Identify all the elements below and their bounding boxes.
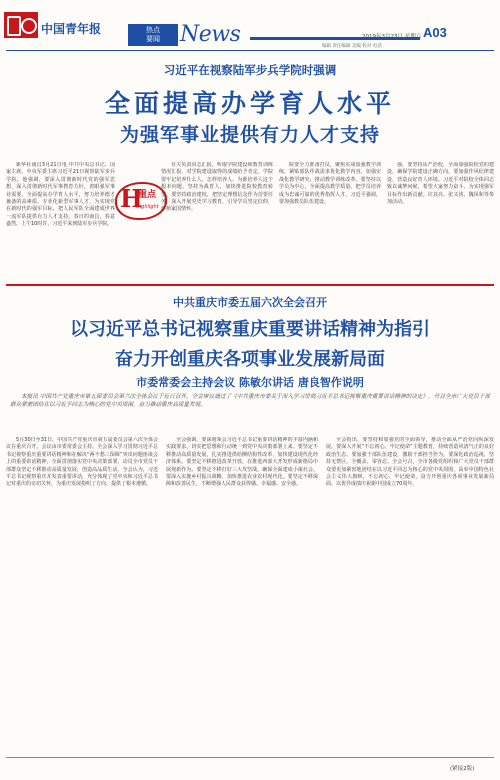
story2-paragraph: 5月30日至31日，中国共产党重庆市第五届委员会第六次全体会议在重庆召开。会议由市委常委会主持。全会深入学习贯彻习近平总书记视察重庆重要讲话精神和在解决“两不愁三保障”突出问题座谈会上的重要讲话精神，全面贯彻落实党中央决策部署，动员全市党员干部群众坚定不移推动高质量发展、创造高品质生活。全会认为，习近平总书记视察重庆并发表重要讲话，充分体现了党中央和习近平总书记对重庆的亲切关怀，为重庆发展指明了方向、提供了根本遵循。: [6, 437, 158, 488]
story1-paragraph: 新华社南昌3月21日电 中共中央总书记、国家主席、中央军委主席习近平21日视察陆军步兵学院。他强调，要深入贯彻新时代党的强军思想，深入贯彻新时代军事教育方针，着眼强军事业需要，全面提高办学育人水平，努力培养德才兼备的高素质、专业化新型军事人才，为实现党在新时代的强军目标、把人民军队全面建成世界一流军队提供有力人才支持。春日的南昌，春意盎然。上午10时许，习近平来到陆军步兵学院。: [6, 162, 115, 228]
story1-column-2: [161, 162, 273, 280]
footer-divider: [6, 757, 494, 758]
story1-headline-line2[interactable]: 为强军事业提供有力人才支持: [119, 124, 380, 146]
story1-paragraph: 强，要坚持从严治校，全面加强院校党的建设，确保学院建设正确方向。要加强作风纪律建设，营造良好育人环境。习近平对院校全体同志致以诚挚问候，希望大家努力奋斗，为实现强军目标作出新贡献。许其亮、张又侠、魏凤和等参加活动。: [387, 162, 494, 206]
highlight-h-icon: H: [120, 184, 143, 213]
story2-column-3: [326, 437, 494, 751]
story2-paragraph: 全会指出，要坚持和加强党的全面领导，推动全面从严治党向纵深发展。要深入开展“不忘初心、牢记使命”主题教育，持续营造风清气正的良好政治生态。要加强干部队伍建设，激励干部担当作为。要深化政治巡视，坚持无禁区、全覆盖、零容忍。全会号召，全市各级党组织和广大党员干部群众要更加紧密地团结在以习近平同志为核心的党中央周围，高举中国特色社会主义伟大旗帜，不忘初心、牢记使命，奋力开创重庆各项事业发展新局面，以优异成绩庆祝新中国成立70周年。: [326, 437, 494, 488]
highlight-badge: [115, 182, 167, 220]
issue-date: 2019年3月23日 星期六: [362, 34, 422, 40]
story2-kicker: 中共重庆市委五届六次全会召开: [173, 296, 327, 309]
story1-column-3: [279, 162, 381, 280]
masthead: [0, 0, 500, 52]
story2-headline-line2[interactable]: 奋力开创重庆各项事业发展新局面: [115, 349, 385, 370]
page-number: A03: [423, 25, 447, 40]
masthead-divider: [6, 50, 494, 51]
story1-column-4: [387, 162, 494, 280]
logo-text: 中国青年报: [41, 22, 102, 36]
story1-paragraph: 院要全力准备打仗，聚焦实战加强教学训练，紧贴部队作战需求优化教学内容，加强实战化教学研究，推动教学训练改革。要坚持以学员为中心，全面提高教学质量，把学员培养成为忠诚可靠的优秀指挥人才。习近平强调，要加强教员队伍建设。: [279, 162, 381, 206]
staff-credits: 编辑 责任编辑 美编 校对 电话: [322, 44, 382, 49]
story2-column-1: [6, 437, 158, 751]
story2-column-2: [166, 437, 318, 751]
story1-kicker: 习近平在视察陆军步兵学院时强调: [163, 63, 337, 77]
continued-link[interactable]: (紧接2版): [450, 766, 475, 772]
story2-subhead: 市委常委会主持会议 陈敏尔讲话 唐良智作说明: [136, 376, 364, 389]
story-divider: [6, 284, 494, 286]
story1-column-1: [6, 162, 115, 280]
logo-emblem-icon: [4, 12, 38, 38]
story2-paragraph: 全会强调，要深刻领会习近平总书记重要讲话精神的丰富内涵和实践要求，切实把思想和行动统一到党中央决策部署上来。要坚定不移推动高质量发展，扎实推进供给侧结构性改革，加快建设现代化经济体系。要坚定不移推进改革开放，在推进西部大开发形成新格局中展现新作为。要坚定不移打好三大攻坚战，确保全面建成小康社会。要深入实施乡村振兴战略，加快推进农业农村现代化。要坚定不移保障和改善民生，不断增强人民群众获得感、幸福感、安全感。: [166, 437, 318, 488]
story1-headline-line1[interactable]: 全面提高办学育人水平: [104, 89, 395, 118]
news-wordmark: News: [180, 22, 241, 47]
story2-headline-line1[interactable]: 以习近平总书记视察重庆重要讲话精神为指引: [70, 319, 430, 340]
newspaper-logo[interactable]: [4, 6, 102, 42]
story2-abstract: 本报讯 中国共产党重庆市第五届委员会第六次全体会议于近日召开。全会审议通过了《中共重庆市委关于深入学习贯彻习近平总书记视察重庆重要讲话精神的决定》，号召全市广大党员干部群众紧密团结在以习近平同志为核心的党中央周围，奋力推动重庆高质量发展。: [10, 394, 490, 409]
badge-label-en: Highlight: [136, 204, 159, 210]
story1-paragraph: 有关负责同志汇报，听取学院建设和教育训练情况汇报，对学院建设取得的成绩给予肯定。学院要牢记培养什么人、怎样培养人、为谁培养人这个根本问题，坚持为战育人，加快推进院校教育转型。要坚持政治建校，把坚定理想信念作为首要任务，深入开展党史学习教育，引导学员坚定信仰，厚植家国情怀。: [161, 162, 273, 213]
section-tab[interactable]: 热点 要闻: [128, 24, 178, 46]
badge-label: 重点: [138, 190, 157, 200]
